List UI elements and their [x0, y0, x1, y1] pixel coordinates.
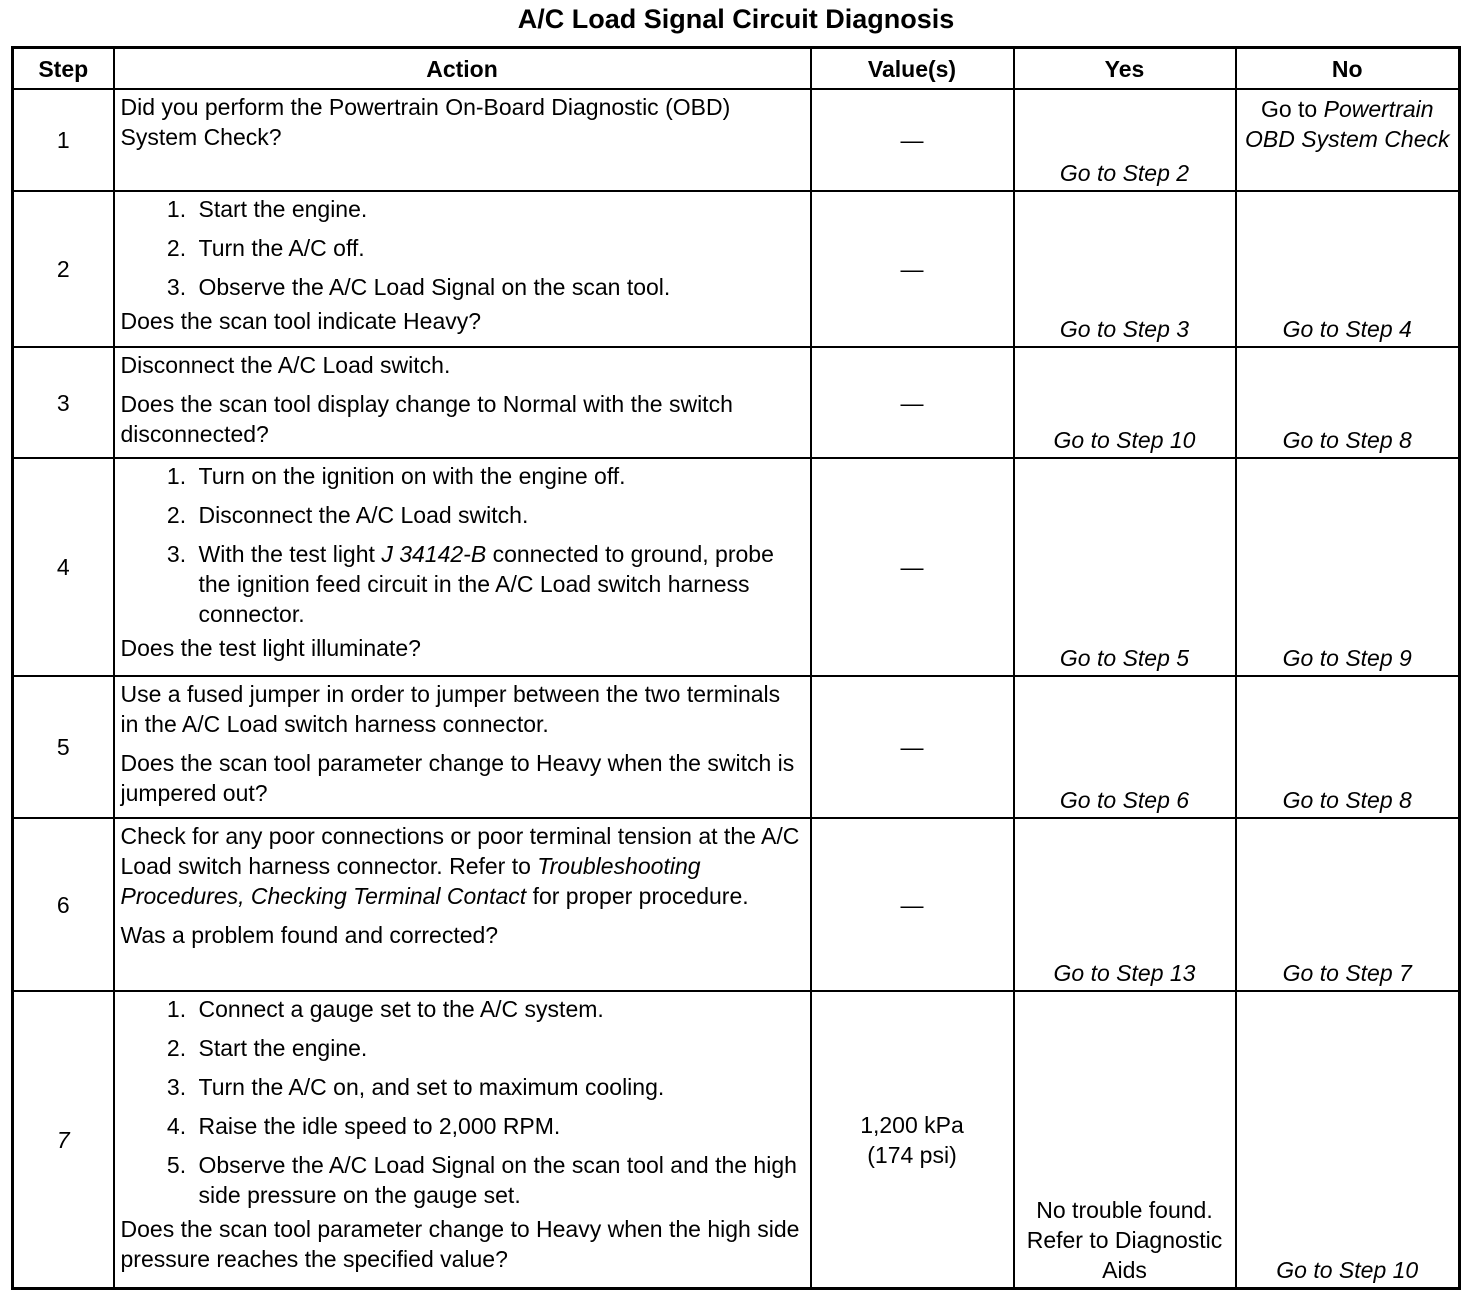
step-number: 1 [13, 89, 114, 191]
value-cell [811, 991, 1014, 1289]
no-cell: Go to Step 7 [1236, 818, 1460, 991]
action-question: Does the scan tool parameter change to Heavy when the switch is jumpered out? [120, 750, 795, 806]
no-cell: Go to Step 8 [1236, 676, 1460, 818]
no-cell: Go to Step 10 [1236, 991, 1460, 1289]
action-list-item: 4. Raise the idle speed to 2,000 RPM. [193, 1111, 804, 1141]
action-text-part: Check for any poor connections or poor terminal tension at the A/C Load switch harness connector. Refer to [120, 823, 800, 879]
action-cell [114, 818, 811, 991]
tool-reference: J 34142-B [381, 541, 487, 567]
no-cell: Go to Step 4 [1236, 191, 1460, 347]
value-cell: — [811, 191, 1014, 347]
action-text: With the test light [198, 541, 375, 567]
header-row [13, 48, 1460, 90]
action-cell [114, 991, 811, 1289]
action-list-item: 2. Disconnect the A/C Load switch. [193, 500, 804, 530]
table-row [13, 818, 1460, 991]
yes-cell: Go to Step 5 [1014, 458, 1236, 676]
yes-cell: Go to Step 2 [1014, 89, 1236, 191]
action-list-item: 2. Start the engine. [193, 1033, 804, 1063]
action-list [121, 194, 804, 302]
table-row [13, 676, 1460, 818]
action-list-item: 5. Observe the A/C Load Signal on the scan tool and the high side pressure on the gauge set. [193, 1150, 804, 1210]
action-cell [114, 191, 811, 347]
action-question: Does the scan tool indicate Heavy? [120, 308, 482, 334]
action-question: Does the test light illuminate? [120, 635, 421, 661]
action-question: Was a problem found and corrected? [120, 922, 499, 948]
action-cell [114, 458, 811, 676]
step-number: 2 [13, 191, 114, 347]
step-number: 7 [13, 991, 114, 1289]
action-text: connected to ground, probe the ignition feed circuit in the A/C Load switch harness connector. [198, 541, 774, 627]
yes-cell: Go to Step 10 [1014, 347, 1236, 458]
value-cell: — [811, 458, 1014, 676]
action-text: Disconnect the A/C Load switch. [120, 352, 451, 378]
yes-cell: Go to Step 6 [1014, 676, 1236, 818]
table-row [13, 991, 1460, 1289]
page-title: A/C Load Signal Circuit Diagnosis [517, 4, 955, 34]
action-text: Did you perform the Powertrain On-Board Diagnostic (OBD) System Check? [120, 94, 731, 150]
header-values: Value(s) [811, 48, 1014, 90]
action-question: Does the scan tool parameter change to Heavy when the high side pressure reaches the specified value? [120, 1216, 800, 1272]
diagnosis-table [11, 46, 1461, 1290]
action-list-item: 3. Turn the A/C on, and set to maximum cooling. [193, 1072, 804, 1102]
action-list-item: 1. Turn on the ignition on with the engine off. [193, 461, 804, 491]
yes-cell: Go to Step 13 [1014, 818, 1236, 991]
yes-cell: Go to Step 3 [1014, 191, 1236, 347]
action-text: Use a fused jumper in order to jumper between the two terminals in the A/C Load switch harness connector. [120, 681, 781, 737]
header-no: No [1236, 48, 1460, 90]
action-list-item: 1. Start the engine. [193, 194, 804, 224]
procedure-reference: Troubleshooting Procedures, Checking Terminal Contact [120, 853, 701, 909]
no-reference: Powertrain OBD System Check [1245, 96, 1450, 152]
action-cell [114, 347, 811, 458]
no-cell [1236, 89, 1460, 191]
action-list-item [193, 539, 804, 629]
value-psi: (174 psi) [867, 1141, 957, 1168]
value-cell: — [811, 676, 1014, 818]
step-number: 6 [13, 818, 114, 991]
action-text [121, 821, 804, 911]
step-number: 5 [13, 676, 114, 818]
action-cell [114, 89, 811, 191]
action-list [121, 994, 804, 1210]
step-number: 4 [13, 458, 114, 676]
action-list-item: 2. Turn the A/C off. [193, 233, 804, 263]
yes-cell: No trouble found. Refer to Diagnostic Aids [1014, 991, 1236, 1289]
no-cell: Go to Step 8 [1236, 347, 1460, 458]
table-row [13, 458, 1460, 676]
table-row [13, 191, 1460, 347]
no-text: Go to [1260, 96, 1318, 122]
action-list-item: 3. Observe the A/C Load Signal on the scan tool. [193, 272, 804, 302]
value-kpa: 1,200 kPa [860, 1111, 964, 1138]
action-question: Does the scan tool display change to Normal with the switch disconnected? [120, 391, 733, 447]
step-number: 3 [13, 347, 114, 458]
header-action: Action [114, 48, 811, 90]
table-row [13, 89, 1460, 191]
action-list [121, 461, 804, 629]
action-list-item: 1. Connect a gauge set to the A/C system. [193, 994, 804, 1024]
action-text-part: for proper procedure. [532, 883, 749, 909]
header-yes: Yes [1014, 48, 1236, 90]
no-cell: Go to Step 9 [1236, 458, 1460, 676]
table-row [13, 347, 1460, 458]
header-step: Step [13, 48, 114, 90]
value-cell: — [811, 347, 1014, 458]
value-cell: — [811, 818, 1014, 991]
value-cell: — [811, 89, 1014, 191]
action-cell [114, 676, 811, 818]
